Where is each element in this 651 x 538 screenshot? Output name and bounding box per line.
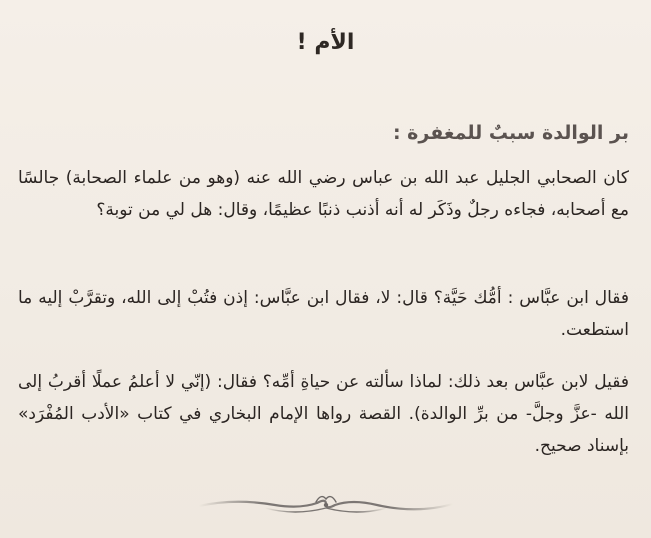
page-title: الأم ! — [296, 30, 355, 55]
paragraph-2: فقال ابن عبَّاس : أمُّك حَيَّة؟ قال: لا، فقال ابن عبَّاس: إذن فتُبْ إلى الله، وتقرَّبْ إليه ما استطعت. — [18, 288, 629, 340]
flourish-divider-icon — [195, 490, 457, 520]
paragraph-1: كان الصحابي الجليل عبد الله بن عباس رضي الله عنه (وهو من علماء الصحابة) جالسًا مع أصحابه، فجاءه رجلٌ وذَكَر له أنه أذنب ذنبًا عظيمًا، وقال: هل لي من توبة؟ — [18, 168, 629, 220]
paragraph-3: فقيل لابن عبَّاس بعد ذلك: لماذا سألته عن حياةِ أمِّه؟ فقال: (إنّي لا أعلمُ عملًا أقربُ إلى الله -عزَّ وجلَّ- من برِّ الوالدة). القصة رواها الإمام البخاري في كتاب «الأدب المُفْرَد» بإسناد صحيح. — [18, 372, 629, 456]
section-heading: بر الوالدة سببٌ للمغفرة : — [392, 122, 629, 144]
